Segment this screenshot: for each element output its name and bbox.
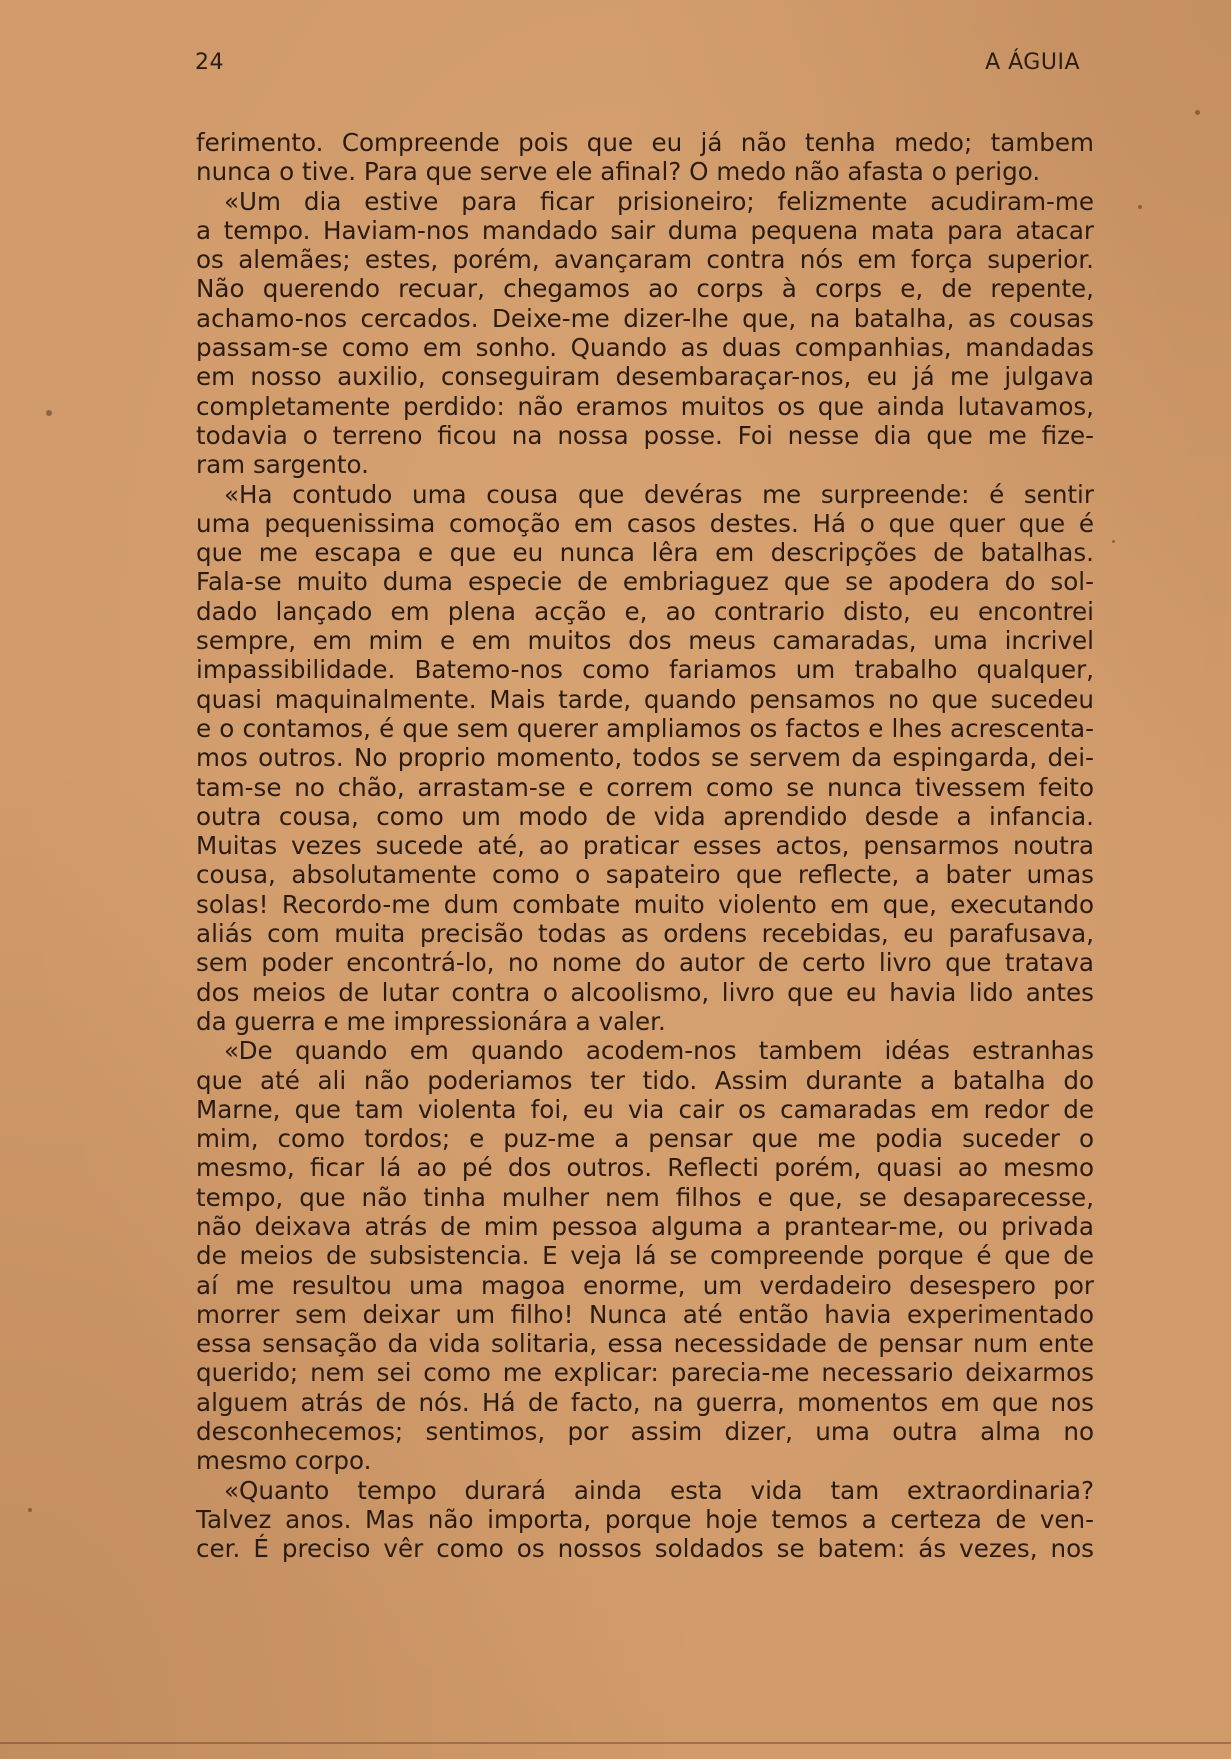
text-line: passam-se como em sonho. Quando as duas companhias, mandadas (196, 333, 1094, 363)
text-line: querido; nem sei como me explicar: parecia-me necessario deixarmos (196, 1358, 1094, 1388)
paper-speck (1138, 205, 1142, 209)
text-line: a tempo. Haviam-nos mandado sair duma pequena mata para atacar (196, 215, 1094, 245)
text-line: «Um dia estive para ficar prisioneiro; felizmente acudiram-me (224, 186, 1094, 216)
text-line: essa sensação da vida solitaria, essa necessidade de pensar num ente (196, 1329, 1094, 1359)
text-line: completamente perdido: não eramos muitos os que ainda lutavamos, (196, 391, 1094, 421)
text-line: mim, como tordos; e puz-me a pensar que me podia suceder o (196, 1124, 1094, 1154)
text-line: que até ali não poderiamos ter tido. Assim durante a batalha do (196, 1065, 1094, 1095)
text-line: «Quanto tempo durará ainda esta vida tam extraordinaria? (224, 1475, 1094, 1505)
text-line: cousa, absolutamente como o sapateiro que reflecte, a bater umas (196, 860, 1094, 890)
text-line: «De quando em quando acodem-nos tambem idéas estranhas (224, 1036, 1094, 1066)
page-number: 24 (195, 50, 224, 75)
paper-speck (1195, 110, 1200, 115)
text-line: mos outros. No proprio momento, todos se servem da espingarda, dei- (196, 743, 1094, 773)
page-edge (0, 1742, 1231, 1744)
page-header (195, 44, 1080, 84)
text-line: «Ha contudo uma cousa que devéras me surpreende: é sentir (224, 479, 1094, 509)
text-line: em nosso auxilio, conseguiram desembaraçar-nos, eu já me julgava (196, 362, 1094, 392)
paper-speck (28, 1508, 32, 1512)
text-line: aí me resultou uma magoa enorme, um verdadeiro desespero por (196, 1270, 1094, 1300)
text-line: sempre, em mim e em muitos dos meus camaradas, uma incrivel (196, 626, 1094, 656)
text-line: os alemães; estes, porém, avançaram contra nós em força superior. (196, 245, 1094, 275)
text-line: dado lançado em plena acção e, ao contrario disto, eu encontrei (196, 596, 1094, 626)
body-text (196, 128, 1094, 1564)
text-line: desconhecemos; sentimos, por assim dizer, uma outra alma no (196, 1417, 1094, 1447)
text-line: Muitas vezes sucede até, ao praticar esses actos, pensarmos noutra (196, 831, 1094, 861)
text-line: ram sargento. (196, 450, 369, 480)
text-line: que me escapa e que eu nunca lêra em descripções de batalhas. (196, 538, 1094, 568)
text-line: de meios de subsistencia. E veja lá se compreende porque é que de (196, 1241, 1094, 1271)
text-line: sem poder encontrá-lo, no nome do autor de certo livro que tratava (196, 948, 1094, 978)
text-line: dos meios de lutar contra o alcoolismo, livro que eu havia lido antes (196, 977, 1094, 1007)
text-line: impassibilidade. Batemo-nos como fariamos um trabalho qualquer, (196, 655, 1094, 685)
text-line: morrer sem deixar um filho! Nunca até então havia experimentado (196, 1299, 1094, 1329)
text-line: não deixava atrás de mim pessoa alguma a prantear-me, ou privada (196, 1211, 1094, 1241)
text-line: tam-se no chão, arrastam-se e correm como se nunca tivessem feito (196, 772, 1094, 802)
text-line: todavia o terreno ficou na nossa posse. Foi nesse dia que me fize- (196, 420, 1094, 450)
text-line: outra cousa, como um modo de vida aprendido desde a infancia. (196, 801, 1094, 831)
text-line: nunca o tive. Para que serve ele afinal? O medo não afasta o perigo. (196, 157, 1041, 187)
text-line: achamo-nos cercados. Deixe-me dizer-lhe que, na batalha, as cousas (196, 303, 1094, 333)
text-line: cer. É preciso vêr como os nossos soldados se batem: ás vezes, nos (196, 1534, 1094, 1564)
text-line: aliás com muita precisão todas as ordens recebidas, eu parafusava, (196, 919, 1094, 949)
text-line: Talvez anos. Mas não importa, porque hoje temos a certeza de ven- (196, 1504, 1094, 1534)
text-line: e o contamos, é que sem querer ampliamos os factos e lhes acrescenta- (196, 713, 1094, 743)
text-line: uma pequenissima comoção em casos destes. Há o que quer que é (196, 508, 1094, 538)
text-line: alguem atrás de nós. Há de facto, na guerra, momentos em que nos (196, 1387, 1094, 1417)
text-line: mesmo corpo. (196, 1446, 372, 1476)
running-head: A ÁGUIA (985, 50, 1080, 75)
text-line: Marne, que tam violenta foi, eu via cair os camaradas em redor de (196, 1094, 1094, 1124)
text-line: tempo, que não tinha mulher nem filhos e que, se desaparecesse, (196, 1182, 1094, 1212)
text-line: da guerra e me impressionára a valer. (196, 1006, 666, 1036)
paper-speck (46, 410, 52, 416)
text-line: Fala-se muito duma especie de embriaguez que se apodera do sol- (196, 567, 1094, 597)
text-line: ferimento. Compreende pois que eu já não tenha medo; tambem (196, 128, 1094, 157)
text-line: mesmo, ficar lá ao pé dos outros. Reflecti porém, quasi ao mesmo (196, 1153, 1094, 1183)
text-line: quasi maquinalmente. Mais tarde, quando pensamos no que sucedeu (196, 684, 1094, 714)
text-line: Não querendo recuar, chegamos ao corps à corps e, de repente, (196, 274, 1094, 304)
text-line: solas! Recordo-me dum combate muito violento em que, executando (196, 889, 1094, 919)
paper-speck (1112, 540, 1115, 543)
